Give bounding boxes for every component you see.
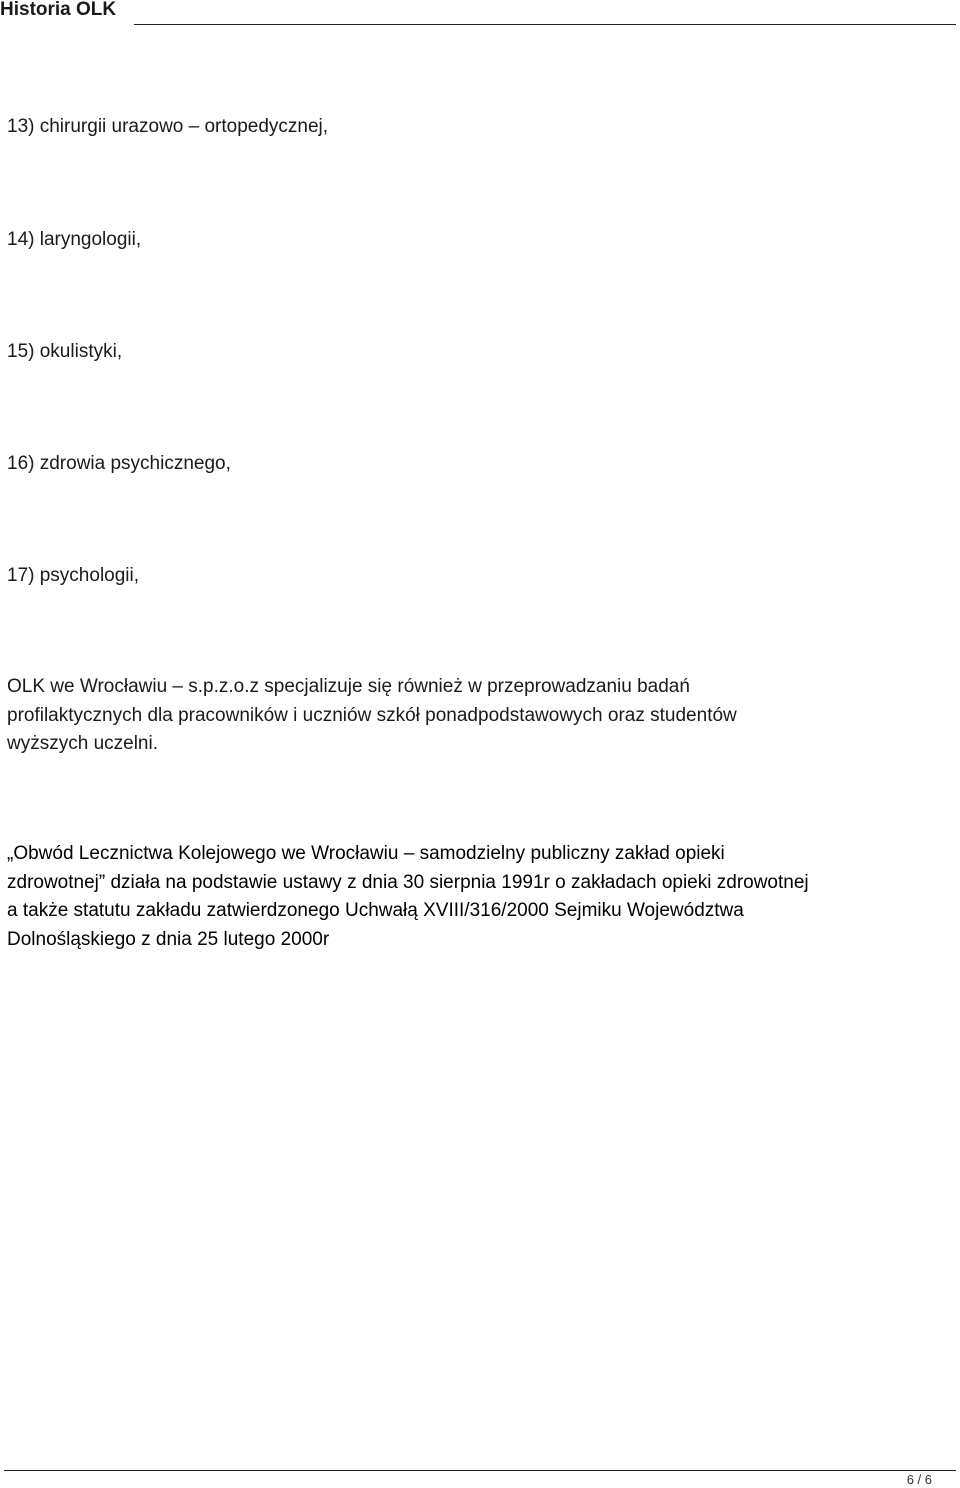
specialization-paragraph (7, 673, 953, 759)
list-item: 15) okulistyki, (7, 341, 123, 362)
paragraph-line: profilaktycznych dla pracowników i uczniów szkół ponadpodstawowych oraz studentów (7, 704, 737, 726)
page-header (0, 0, 960, 26)
list-item: 17) psychologii, (7, 565, 140, 586)
paragraph-line: OLK we Wrocławiu – s.p.z.o.z specjalizuje się również w przeprowadzaniu badań (7, 676, 690, 697)
paragraph-line: zdrowotnej” działa na podstawie ustawy z dnia 30 sierpnia 1991r o zakładach opieki zdrowotnej (7, 871, 809, 893)
footer-divider (4, 1470, 956, 1471)
page-number: 6 / 6 (906, 1472, 932, 1487)
paragraph-line: Dolnośląskiego z dnia 25 lutego 2000r (7, 928, 330, 950)
legal-basis-paragraph (7, 840, 953, 954)
list-item: 13) chirurgii urazowo – ortopedycznej, (7, 116, 329, 137)
page-title: Historia OLK (0, 0, 117, 20)
list-item: 16) zdrowia psychicznego, (7, 453, 231, 474)
header-divider (134, 24, 956, 25)
list-item: 14) laryngologii, (7, 229, 142, 250)
paragraph-line: wyższych uczelni. (7, 733, 158, 754)
paragraph-line: a także statutu zakładu zatwierdzonego Uchwałą XVIII/316/2000 Sejmiku Województwa (7, 900, 744, 921)
paragraph-line: „Obwód Lecznictwa Kolejowego we Wrocławiu – samodzielny publiczny zakład opieki (7, 843, 725, 864)
